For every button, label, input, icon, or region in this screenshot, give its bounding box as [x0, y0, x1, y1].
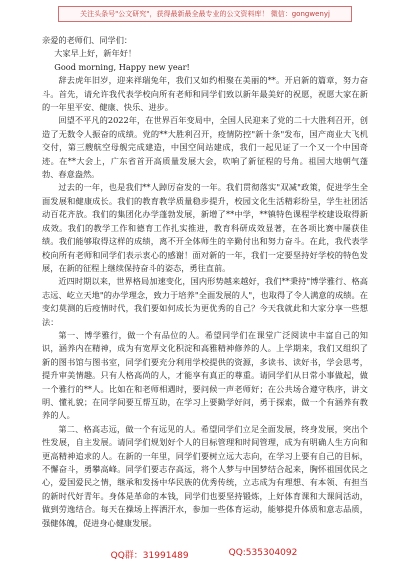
footer-contact: [0, 548, 408, 561]
promo-banner: 关注头条号"公文研究"，获得最新最全最专业的公文资料库！ 微信：gongwenyj: [58, 6, 352, 22]
footer-qq-group: QQ群：31991489: [110, 551, 189, 561]
paragraph: 回望不平凡的2022年，在世界百年变局中，全国人民迎来了党的二十大胜利召开，创造了无数令人振奋的成绩。党的**大胜利召开，疫情防控"新十条"发布，国产商业大飞机交付，第三艘航空母舰完成建造，中国空间站建成，我们一起见证了一个又一个中国奇迹。在**大会上，广东省首开高质量发展大会，吹响了新征程的号角。祖国大地朝气蓬勃、春意盎然。: [42, 115, 368, 180]
greeting-chinese: 大家早上好，新年好！: [54, 48, 137, 59]
paragraph-point-one: 第一、博学雅行，做一个有品位的人。希望同学们在课堂广泛阅读中丰富自己的知识，涵养内在精神，成为有宽厚文化积淀和高雅精神修养的人。上学期来，我们又组织了新的图书馆与图书室，同学们要充分利用学校提供的资源，多读书、读好书，学会思考，提升审美情趣。只有人格高尚的人，才能享有真正的尊重。请同学们从日常小事做起，做一个雅行的**人。比如在和老师相遇时，要问候一声老师好；在公共场合遵守秩序，讲文明、懂礼貌；在同学间要互帮互助，在学习上要勤学好问，勇于探索，做一个有涵养有教养的人。: [42, 329, 368, 421]
paragraph: 过去的一年，也是我们**人踔厉奋发的一年。我们贯彻落实"双减"政策，促进学生全面发展和健康成长。我们的教育教学质量稳步提升，校园文化生活精彩纷呈，学生社团活动百花齐放。我们的集团化办学蓬勃发展，新增了**中学，**镇特色课程学校建设取得新成效。我们的教学工作和德育工作扎实推进，教育科研成效显著，在各项比赛中屡获佳绩。我们能够取得这样的成绩，离不开全体师生的辛勤付出和努力奋斗。在此，我代表学校向所有老师和同学们表示衷心的感谢！面对新的一年，我们一定要坚持好学校的特色发展，在新的征程上继续保持奋斗的姿态，勇往直前。: [42, 182, 368, 273]
speech-body: [42, 34, 368, 530]
paragraph: 近四时期以来，世界格局加速变化，国内形势越来越好，我们**秉持"博学雅行、格高志远、屹立天地"的办学理念，致力于培养"全面发展的人"，也取得了令人满意的成绩。在变幻莫测的后疫情时代，我们要如何成长为更优秀的自己？今天我就此和大家分享一些想法：: [42, 276, 368, 327]
salutation: 亲爱的老师们、同学们：: [42, 35, 133, 45]
paragraph-point-two: 第二、格高志远，做一个有远见的人。希望同学们立足全面发展，终身发展，突出个性发展，自主发展。请同学们规划好个人的目标管理和时间管理，成为有明确人生方向和更高精神追求的人。在新的一年里，同学们要树立远大志向，在学习上要有自己的目标，不懈奋斗，勇攀高峰。同学们要志存高远，将个人梦与中国梦结合起来，胸怀祖国优民之心，爱国爱民之情，继承和发扬中华民族的优秀传统，立志成为有理想、有本领、有担当的新时代好青年。身体是革命的本钱，同学们也要坚持锻炼，上好体育课和大课间活动，做到劳逸结合。每天在操场上挥洒汗水，参加一些体育运动，能够提升体质和意志品质，强健体魄，促进身心健康发展。: [42, 423, 368, 528]
footer-qq: QQ:535304092: [228, 548, 298, 558]
paragraph: 辞去虎年旧岁，迎来祥瑞兔年，我们又如约相聚在美丽的**。开启新的篇章，努力奋斗。首先，请允许我代表学校向所有老师和同学们致以新年最美好的祝愿，祝愿大家在新的一年里平安、健康、快乐、进步。: [42, 75, 368, 113]
greeting-english: Good morning, Happy new year!: [54, 61, 190, 72]
